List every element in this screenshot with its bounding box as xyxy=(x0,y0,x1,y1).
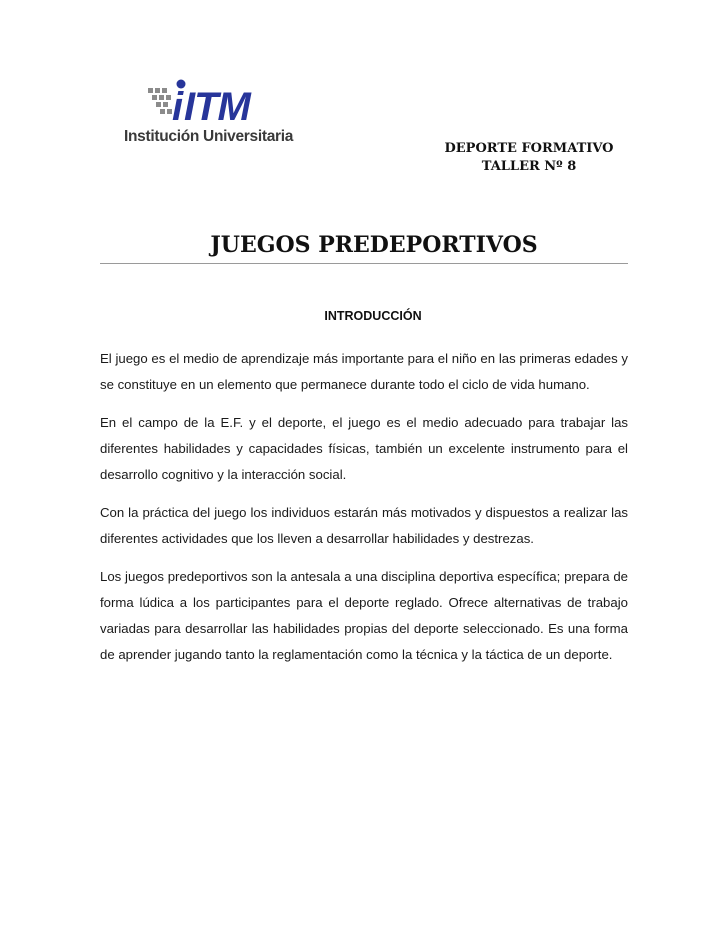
logo-dots-icon xyxy=(148,88,172,114)
workshop-number: TALLER Nº 8 xyxy=(481,159,577,174)
document-title: JUEGOS PREDEPORTIVOS xyxy=(210,232,538,258)
paragraph: Los juegos predeportivos son la antesala a una disciplina deportiva específica; prepara de forma lúdica a los participantes para el deporte reglado. Ofrece alternativas de trabajo variadas para desarrollar las habilidades propias del deporte seleccionado. Es una forma de aprender jugando tanto la reglamentación como la técnica y la táctica de un deporte. xyxy=(100,569,628,662)
paragraph: El juego es el medio de aprendizaje más importante para el niño en las primeras edades y se constituye en un elemento que permanece durante todo el ciclo de vida humano. xyxy=(100,351,628,392)
title-divider xyxy=(100,263,628,264)
svg-text:i: i xyxy=(172,85,183,128)
body-text xyxy=(100,346,628,680)
section-heading-introduction: INTRODUCCIÓN xyxy=(324,309,422,323)
logo-caption: Institución Universitaria xyxy=(124,128,294,145)
itm-logo-mark xyxy=(118,76,298,128)
course-name: DEPORTE FORMATIVO xyxy=(444,141,614,156)
paragraph: En el campo de la E.F. y el deporte, el juego es el medio adecuado para trabajar las diferentes habilidades y capacidades físicas, también un excelente instrumento para el desarrollo cognitivo y la interacción social. xyxy=(100,415,628,482)
svg-text:ITM: ITM xyxy=(184,85,250,128)
paragraph: Con la práctica del juego los individuos estarán más motivados y dispuestos a realizar las diferentes actividades que los lleven a desarrollar habilidades y destrezas. xyxy=(100,505,628,546)
course-info xyxy=(440,140,618,176)
itm-logo xyxy=(118,76,298,154)
